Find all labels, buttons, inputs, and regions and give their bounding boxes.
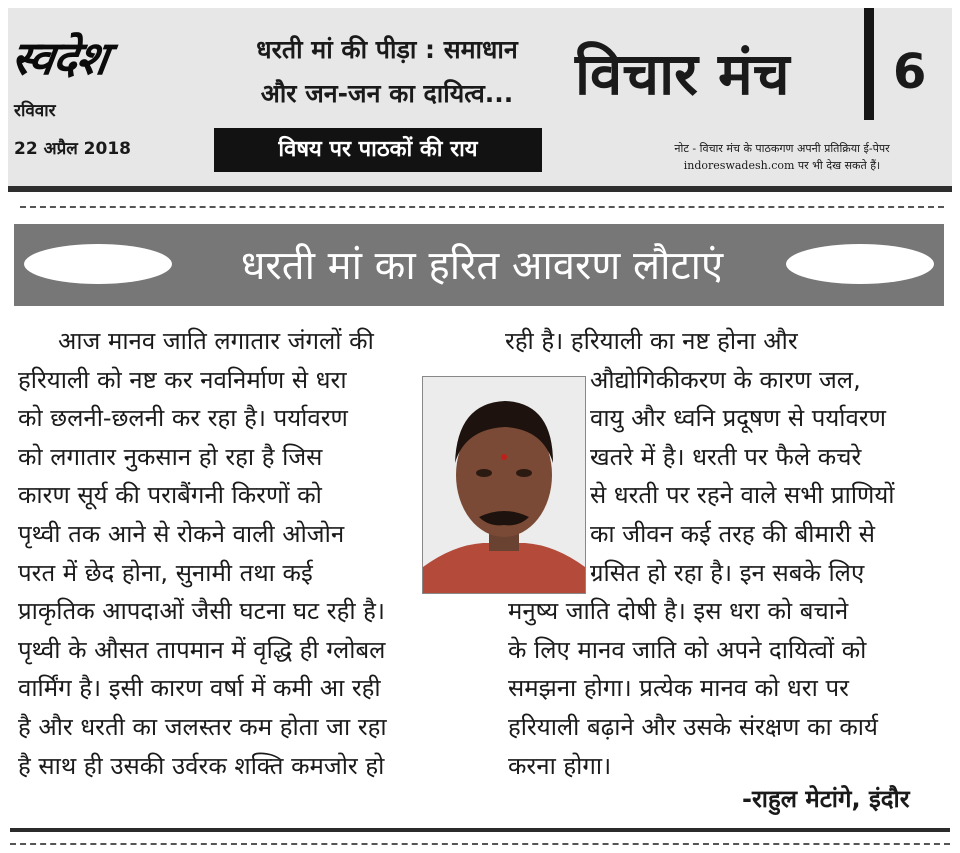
article-line: का जीवन कई तरह की बीमारी से <box>590 520 875 548</box>
article-line: वायु और ध्वनि प्रदूषण से पर्यावरण <box>590 404 887 433</box>
article-line: समझना होगा। प्रत्येक मानव को धरा पर <box>508 674 849 703</box>
reader-note-line-1: नोट - विचार मंच के पाठकगण अपनी प्रतिक्रिया ई-पेपर <box>674 142 890 155</box>
article-line: है और धरती का जलस्तर कम होता जा रहा <box>18 713 387 741</box>
article-line: हरियाली बढ़ाने और उसके संरक्षण का कार्य <box>508 713 878 741</box>
article-line: करना होगा। <box>508 751 612 780</box>
article-line: से धरती पर रहने वाले सभी प्राणियों <box>590 481 895 510</box>
reader-note-line-2: indoreswadesh.com पर भी देख सकते हैं। <box>683 159 881 172</box>
article-line: आज मानव जाति लगातार जंगलों की <box>58 327 374 355</box>
topic-headline-line-2: और जन-जन का दायित्व... <box>260 79 514 108</box>
decorative-oval-left <box>24 244 172 284</box>
article-line: कारण सूर्य की पराबैंगनी किरणों को <box>18 481 322 510</box>
article-author: -राहुल मेटांगे, इंदौर <box>742 785 910 813</box>
topic-headline-line-1: धरती मां की पीड़ा : समाधान <box>256 35 518 64</box>
article-line: है साथ ही उसकी उर्वरक शक्ति कमजोर हो <box>18 751 385 780</box>
footer-dashed-divider <box>10 843 950 845</box>
article-line: वार्मिंग है। इसी कारण वर्षा में कमी आ रही <box>18 674 381 703</box>
article-line: मनुष्य जाति दोषी है। इस धरा को बचाने <box>508 597 849 626</box>
article-line: खतरे में है। धरती पर फैले कचरे <box>590 442 862 471</box>
author-photo <box>422 376 586 594</box>
header-divider <box>8 186 952 192</box>
page-number: 6 <box>893 44 927 100</box>
article-line: पृथ्वी तक आने से रोकने वाली ओजोन <box>18 520 345 548</box>
article-line: परत में छेद होना, सुनामी तथा कई <box>18 558 313 587</box>
article-title: धरती मां का हरित आवरण लौटाएं <box>240 243 724 289</box>
topic-headline <box>222 28 552 116</box>
article-line: ग्रसित हो रहा है। इन सबके लिए <box>590 558 865 587</box>
issue-date: 22 अप्रैल 2018 <box>14 139 131 159</box>
article-line: पृथ्वी के औसत तापमान में वृद्धि ही ग्लोबल <box>18 635 386 664</box>
header-separator <box>864 8 874 120</box>
reader-note <box>632 140 932 174</box>
article-line: हरियाली को नष्ट कर नवनिर्माण से धरा <box>18 365 347 394</box>
article-line: के लिए मानव जाति को अपने दायित्वों को <box>508 635 867 664</box>
article-line: औद्योगिकीकरण के कारण जल, <box>590 365 861 394</box>
article-line: को लगातार नुकसान हो रहा है जिस <box>18 442 323 471</box>
author-portrait-icon <box>423 377 585 593</box>
subject-banner: विषय पर पाठकों की राय <box>214 128 542 172</box>
article-line: रही है। हरियाली का नष्ट होना और <box>505 327 798 355</box>
decorative-oval-right <box>786 244 934 284</box>
section-title: विचार मंच <box>575 40 790 108</box>
footer-divider <box>10 828 950 832</box>
article-line: प्राकृतिक आपदाओं जैसी घटना घट रही है। <box>18 597 386 626</box>
article-line: को छलनी-छलनी कर रहा है। पर्यावरण <box>18 404 348 433</box>
issue-day: रविवार <box>14 101 56 121</box>
newspaper-logo: स्वदेश <box>8 31 111 85</box>
dashed-divider <box>20 206 944 208</box>
